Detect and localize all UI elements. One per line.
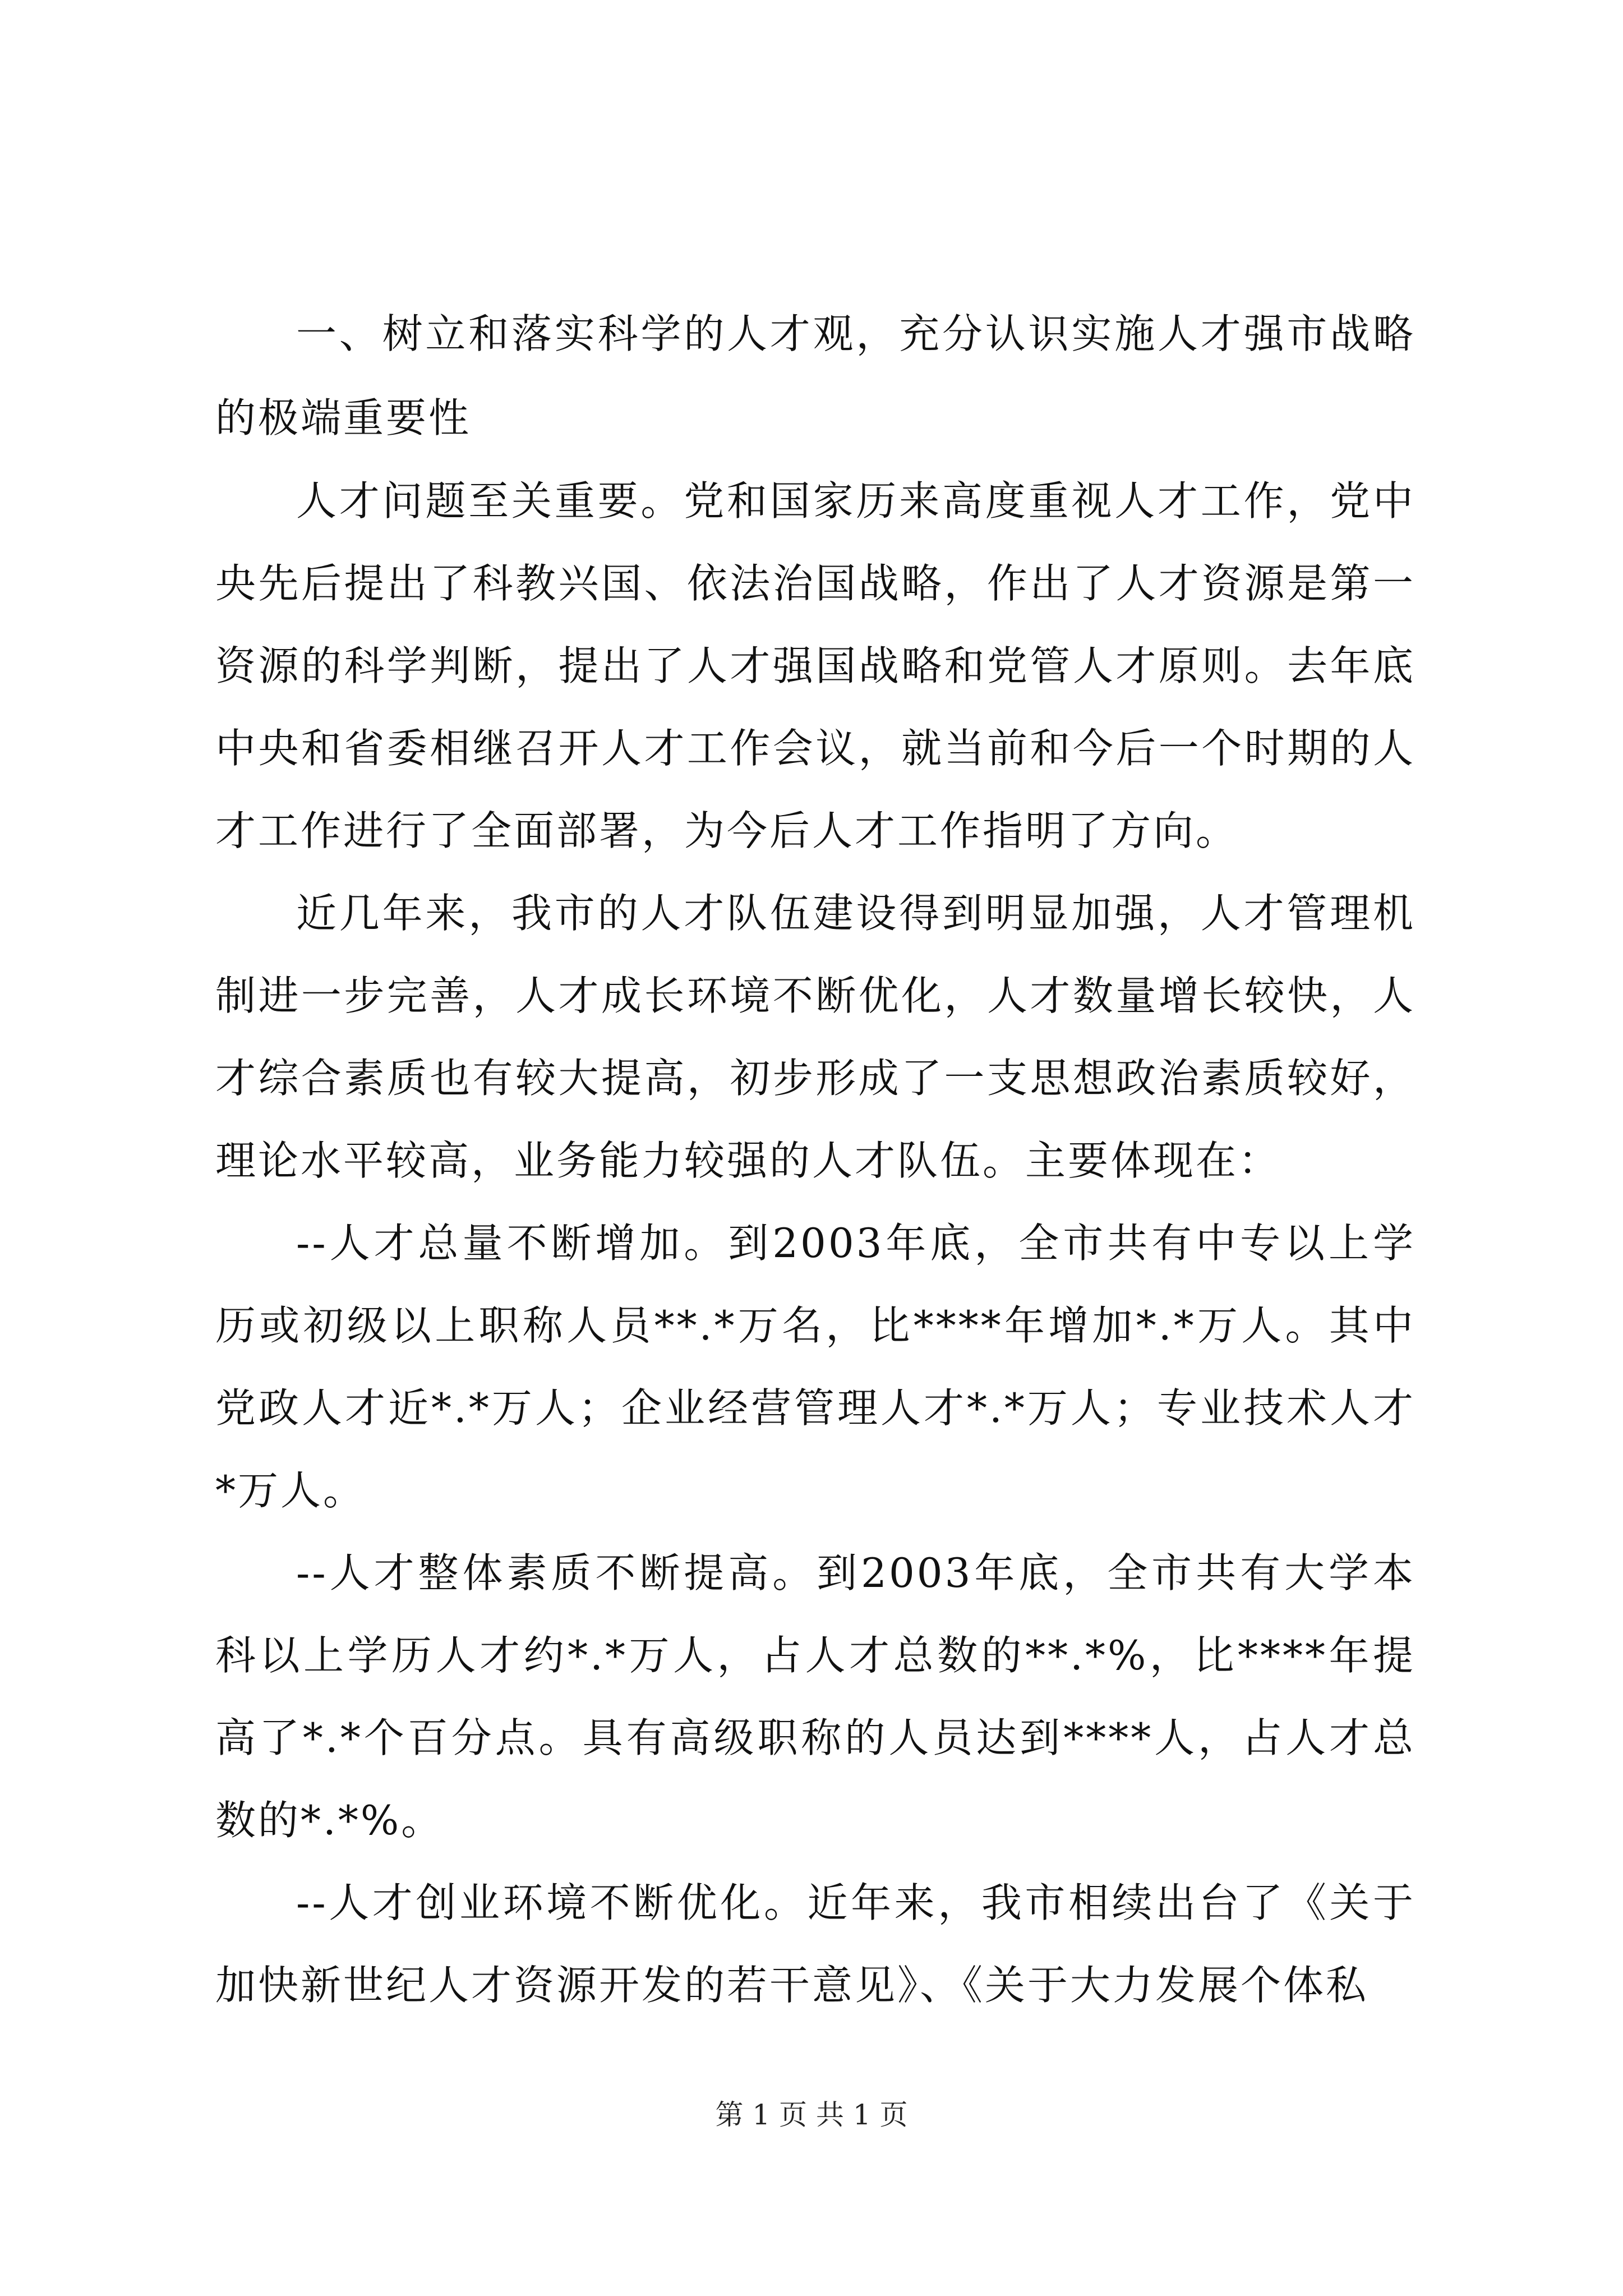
- paragraph-talent-environment: --人才创业环境不断优化。近年来，我市相续出台了《关于加快新世纪人才资源开发的若干意见》、《关于大力发展个体私: [215, 1879, 1415, 2009]
- paragraph-talent-total: --人才总量不断增加。到2003年底，全市共有中专以上学历或初级以上职称人员**.*万名，比****年增加*.*万人。其中党政人才近*.*万人；企业经营管理人才*.*万人；专业技术人才*万人。: [215, 1220, 1415, 1514]
- page-number-footer: 第 1 页 共 1 页: [715, 2099, 908, 2131]
- paragraph-recent-progress: 近几年来，我市的人才队伍建设得到明显加强，人才管理机制进一步完善，人才成长环境不断优化，人才数量增长较快，人才综合素质也有较大提高，初步形成了一支思想政治素质较好，理论水平较高，业务能力较强的人才队伍。主要体现在：: [215, 890, 1415, 1184]
- paragraph-talent-importance: 人才问题至关重要。党和国家历来高度重视人才工作，党中央先后提出了科教兴国、依法治国战略，作出了人才资源是第一资源的科学判断，提出了人才强国战略和党管人才原则。去年底中央和省委相继召开人才工作会议，就当前和今后一个时期的人才工作进行了全面部署，为今后人才工作指明了方向。: [215, 477, 1415, 854]
- document-body: [215, 292, 1415, 2027]
- section-heading: 一、树立和落实科学的人才观，充分认识实施人才强市战略的极端重要性: [215, 310, 1415, 441]
- paragraph-talent-quality: --人才整体素质不断提高。到2003年底，全市共有大学本科以上学历人才约*.*万人，占人才总数的**.*%，比****年提高了*.*个百分点。具有高级职称的人员达到****人，占人才总数的*.*%。: [215, 1549, 1415, 1844]
